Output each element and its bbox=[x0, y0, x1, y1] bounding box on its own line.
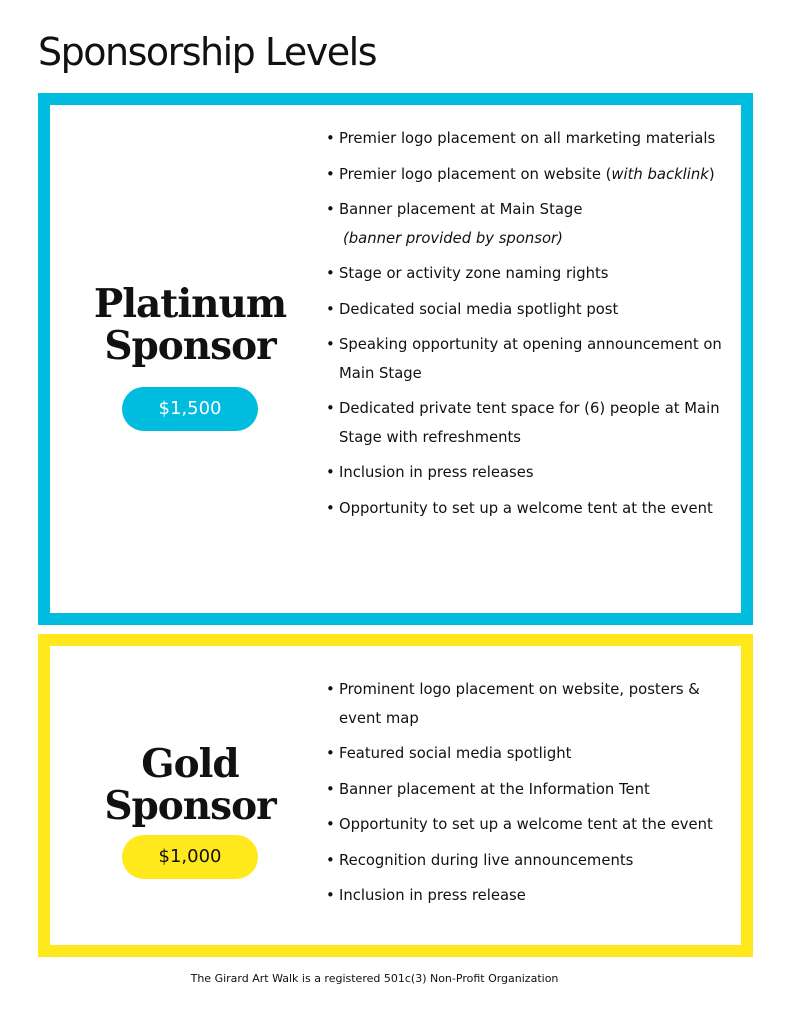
benefit-item bbox=[326, 260, 736, 289]
platinum-sponsor-card bbox=[38, 93, 753, 625]
platinum-sponsor-title bbox=[50, 283, 330, 367]
platinum-title-line1: Platinum bbox=[93, 281, 287, 327]
gold-sponsor-title bbox=[50, 743, 330, 827]
benefit-item bbox=[326, 811, 736, 840]
benefit-item bbox=[326, 495, 736, 524]
footer-note: The Girard Art Walk is a registered 501c(3) Non-Profit Organization bbox=[190, 972, 559, 985]
benefit-text: Speaking opportunity at opening announcement on Main Stage bbox=[339, 336, 722, 382]
benefit-item bbox=[326, 196, 736, 253]
platinum-benefits-list bbox=[326, 125, 736, 530]
benefit-text: Opportunity to set up a welcome tent at the event bbox=[339, 816, 713, 833]
benefit-item bbox=[326, 882, 736, 911]
benefit-text: Banner placement at Main Stage bbox=[339, 201, 583, 218]
benefit-text: Premier logo placement on website ( bbox=[339, 165, 612, 183]
benefit-item bbox=[326, 395, 736, 452]
gold-benefits-list bbox=[326, 676, 736, 918]
gold-sponsor-heading-block bbox=[50, 646, 330, 945]
benefit-item bbox=[326, 161, 736, 190]
benefit-item bbox=[326, 331, 736, 388]
benefit-text: Featured social media spotlight bbox=[339, 745, 572, 762]
benefit-text: Stage or activity zone naming rights bbox=[339, 265, 609, 282]
gold-title-line1: Gold bbox=[141, 741, 239, 787]
gold-price-badge: $1,000 bbox=[122, 835, 258, 879]
benefit-item bbox=[326, 296, 736, 325]
platinum-title-line2: Sponsor bbox=[104, 323, 276, 369]
benefit-text: Inclusion in press releases bbox=[339, 464, 534, 481]
benefit-text: Dedicated social media spotlight post bbox=[339, 300, 619, 318]
benefit-italic-text: with backlink bbox=[611, 165, 709, 183]
benefit-item bbox=[326, 125, 736, 154]
benefit-text: Banner placement at the Information Tent bbox=[339, 780, 650, 798]
benefit-text: Recognition during live announcements bbox=[339, 851, 634, 869]
platinum-sponsor-heading-block bbox=[50, 105, 330, 613]
benefit-item bbox=[326, 676, 736, 733]
benefit-text-suffix: ) bbox=[708, 165, 715, 183]
benefit-item bbox=[326, 776, 736, 805]
benefit-note: (banner provided by sponsor) bbox=[343, 229, 563, 247]
benefit-item bbox=[326, 847, 736, 876]
benefit-item bbox=[326, 459, 736, 488]
page-title: Sponsorship Levels bbox=[38, 30, 376, 74]
gold-title-line2: Sponsor bbox=[104, 783, 276, 829]
benefit-text: Opportunity to set up a welcome tent at the event bbox=[339, 499, 713, 517]
benefit-text: Prominent logo placement on website, posters & event map bbox=[339, 681, 700, 727]
benefit-item bbox=[326, 740, 736, 769]
benefit-text: Dedicated private tent space for (6) people at Main Stage with refreshments bbox=[339, 400, 720, 446]
benefit-text: Premier logo placement on all marketing materials bbox=[339, 130, 716, 147]
platinum-price-badge: $1,500 bbox=[122, 387, 258, 431]
benefit-text: Inclusion in press release bbox=[339, 887, 526, 904]
gold-sponsor-card bbox=[38, 634, 753, 957]
